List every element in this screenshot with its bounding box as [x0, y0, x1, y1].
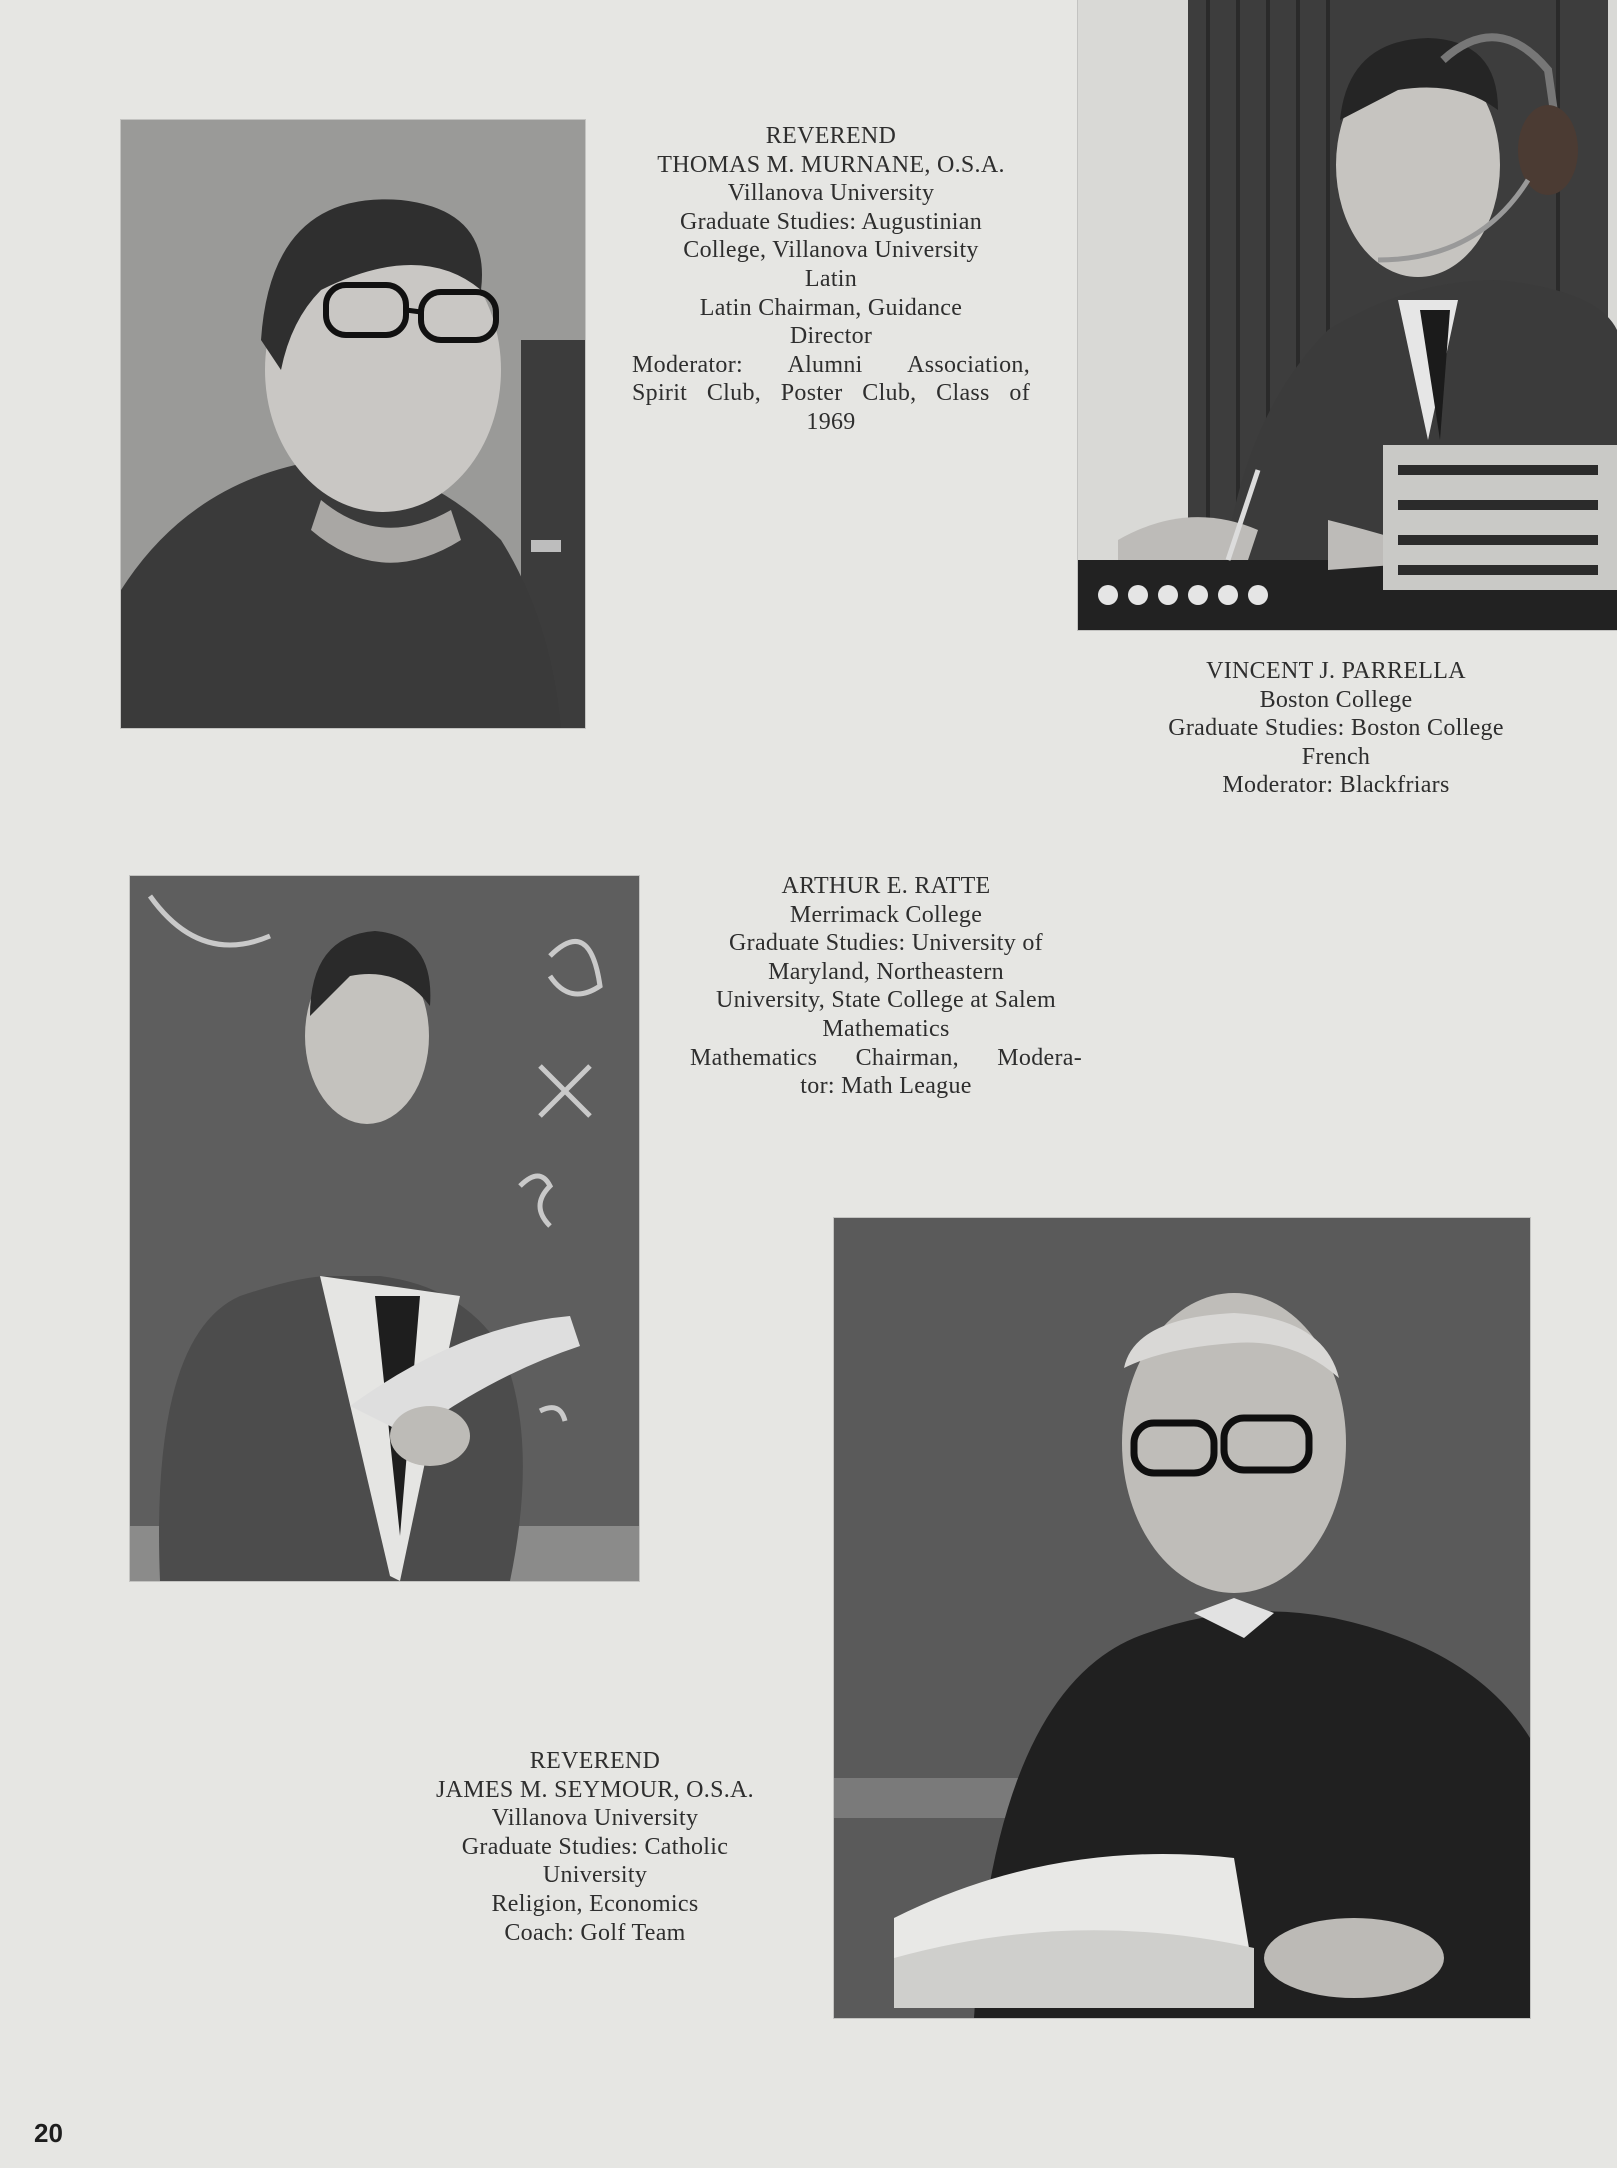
photo-murnane: [121, 120, 585, 728]
caption-name: VINCENT J. PARRELLA: [1206, 658, 1466, 684]
photo-ratte: [130, 876, 639, 1581]
caption-parrella: [1136, 657, 1536, 800]
portrait-illustration: [834, 1218, 1530, 2018]
portrait-illustration: [121, 120, 585, 728]
caption-line: University, State College at Salem: [716, 987, 1056, 1014]
caption-line: Villanova University: [727, 180, 935, 207]
caption-line: Mathematics: [822, 1015, 950, 1042]
caption-murnane: [632, 122, 1030, 437]
caption-line: Maryland, Northeastern: [768, 958, 1004, 985]
caption-line: Latin Chairman, Guidance: [699, 294, 963, 321]
portrait-illustration: [1078, 0, 1617, 630]
caption-line: Latin: [804, 265, 858, 292]
caption-line: Mathematics Chairman, Modera-: [690, 1044, 1082, 1071]
caption-line: Graduate Studies: Augustinian: [680, 208, 982, 235]
caption-line: Graduate Studies: University of: [729, 930, 1043, 957]
caption-line: Spirit Club, Poster Club, Class of: [632, 380, 1030, 407]
caption-line: College, Villanova University: [683, 237, 979, 264]
caption-name: JAMES M. SEYMOUR, O.S.A.: [436, 1776, 754, 1803]
caption-line: Boston College: [1259, 686, 1413, 713]
caption-line: Merrimack College: [789, 901, 983, 928]
photo-parrella: [1078, 0, 1617, 630]
caption-line: Graduate Studies: Catholic: [461, 1833, 729, 1860]
caption-line: tor: Math League: [800, 1073, 972, 1100]
photo-seymour: [834, 1218, 1530, 2018]
caption-line: REVEREND: [765, 123, 897, 149]
caption-ratte: [690, 872, 1082, 1101]
caption-name: ARTHUR E. RATTE: [781, 873, 991, 899]
page-number: 20: [34, 2118, 63, 2148]
caption-line: French: [1301, 743, 1371, 770]
caption-line: University: [542, 1862, 648, 1889]
caption-line: Coach: Golf Team: [504, 1919, 686, 1946]
caption-line: REVEREND: [529, 1748, 661, 1774]
caption-seymour: [395, 1747, 795, 1947]
caption-line: Moderator: Alumni Association,: [632, 351, 1030, 378]
caption-line: 1969: [806, 408, 856, 435]
caption-line: Director: [789, 323, 873, 350]
portrait-illustration: [130, 876, 639, 1581]
caption-line: Villanova University: [491, 1805, 699, 1832]
caption-line: Moderator: Blackfriars: [1222, 772, 1450, 799]
caption-line: Religion, Economics: [491, 1890, 699, 1917]
caption-line: Graduate Studies: Boston College: [1168, 715, 1504, 742]
caption-name: THOMAS M. MURNANE, O.S.A.: [657, 151, 1005, 178]
